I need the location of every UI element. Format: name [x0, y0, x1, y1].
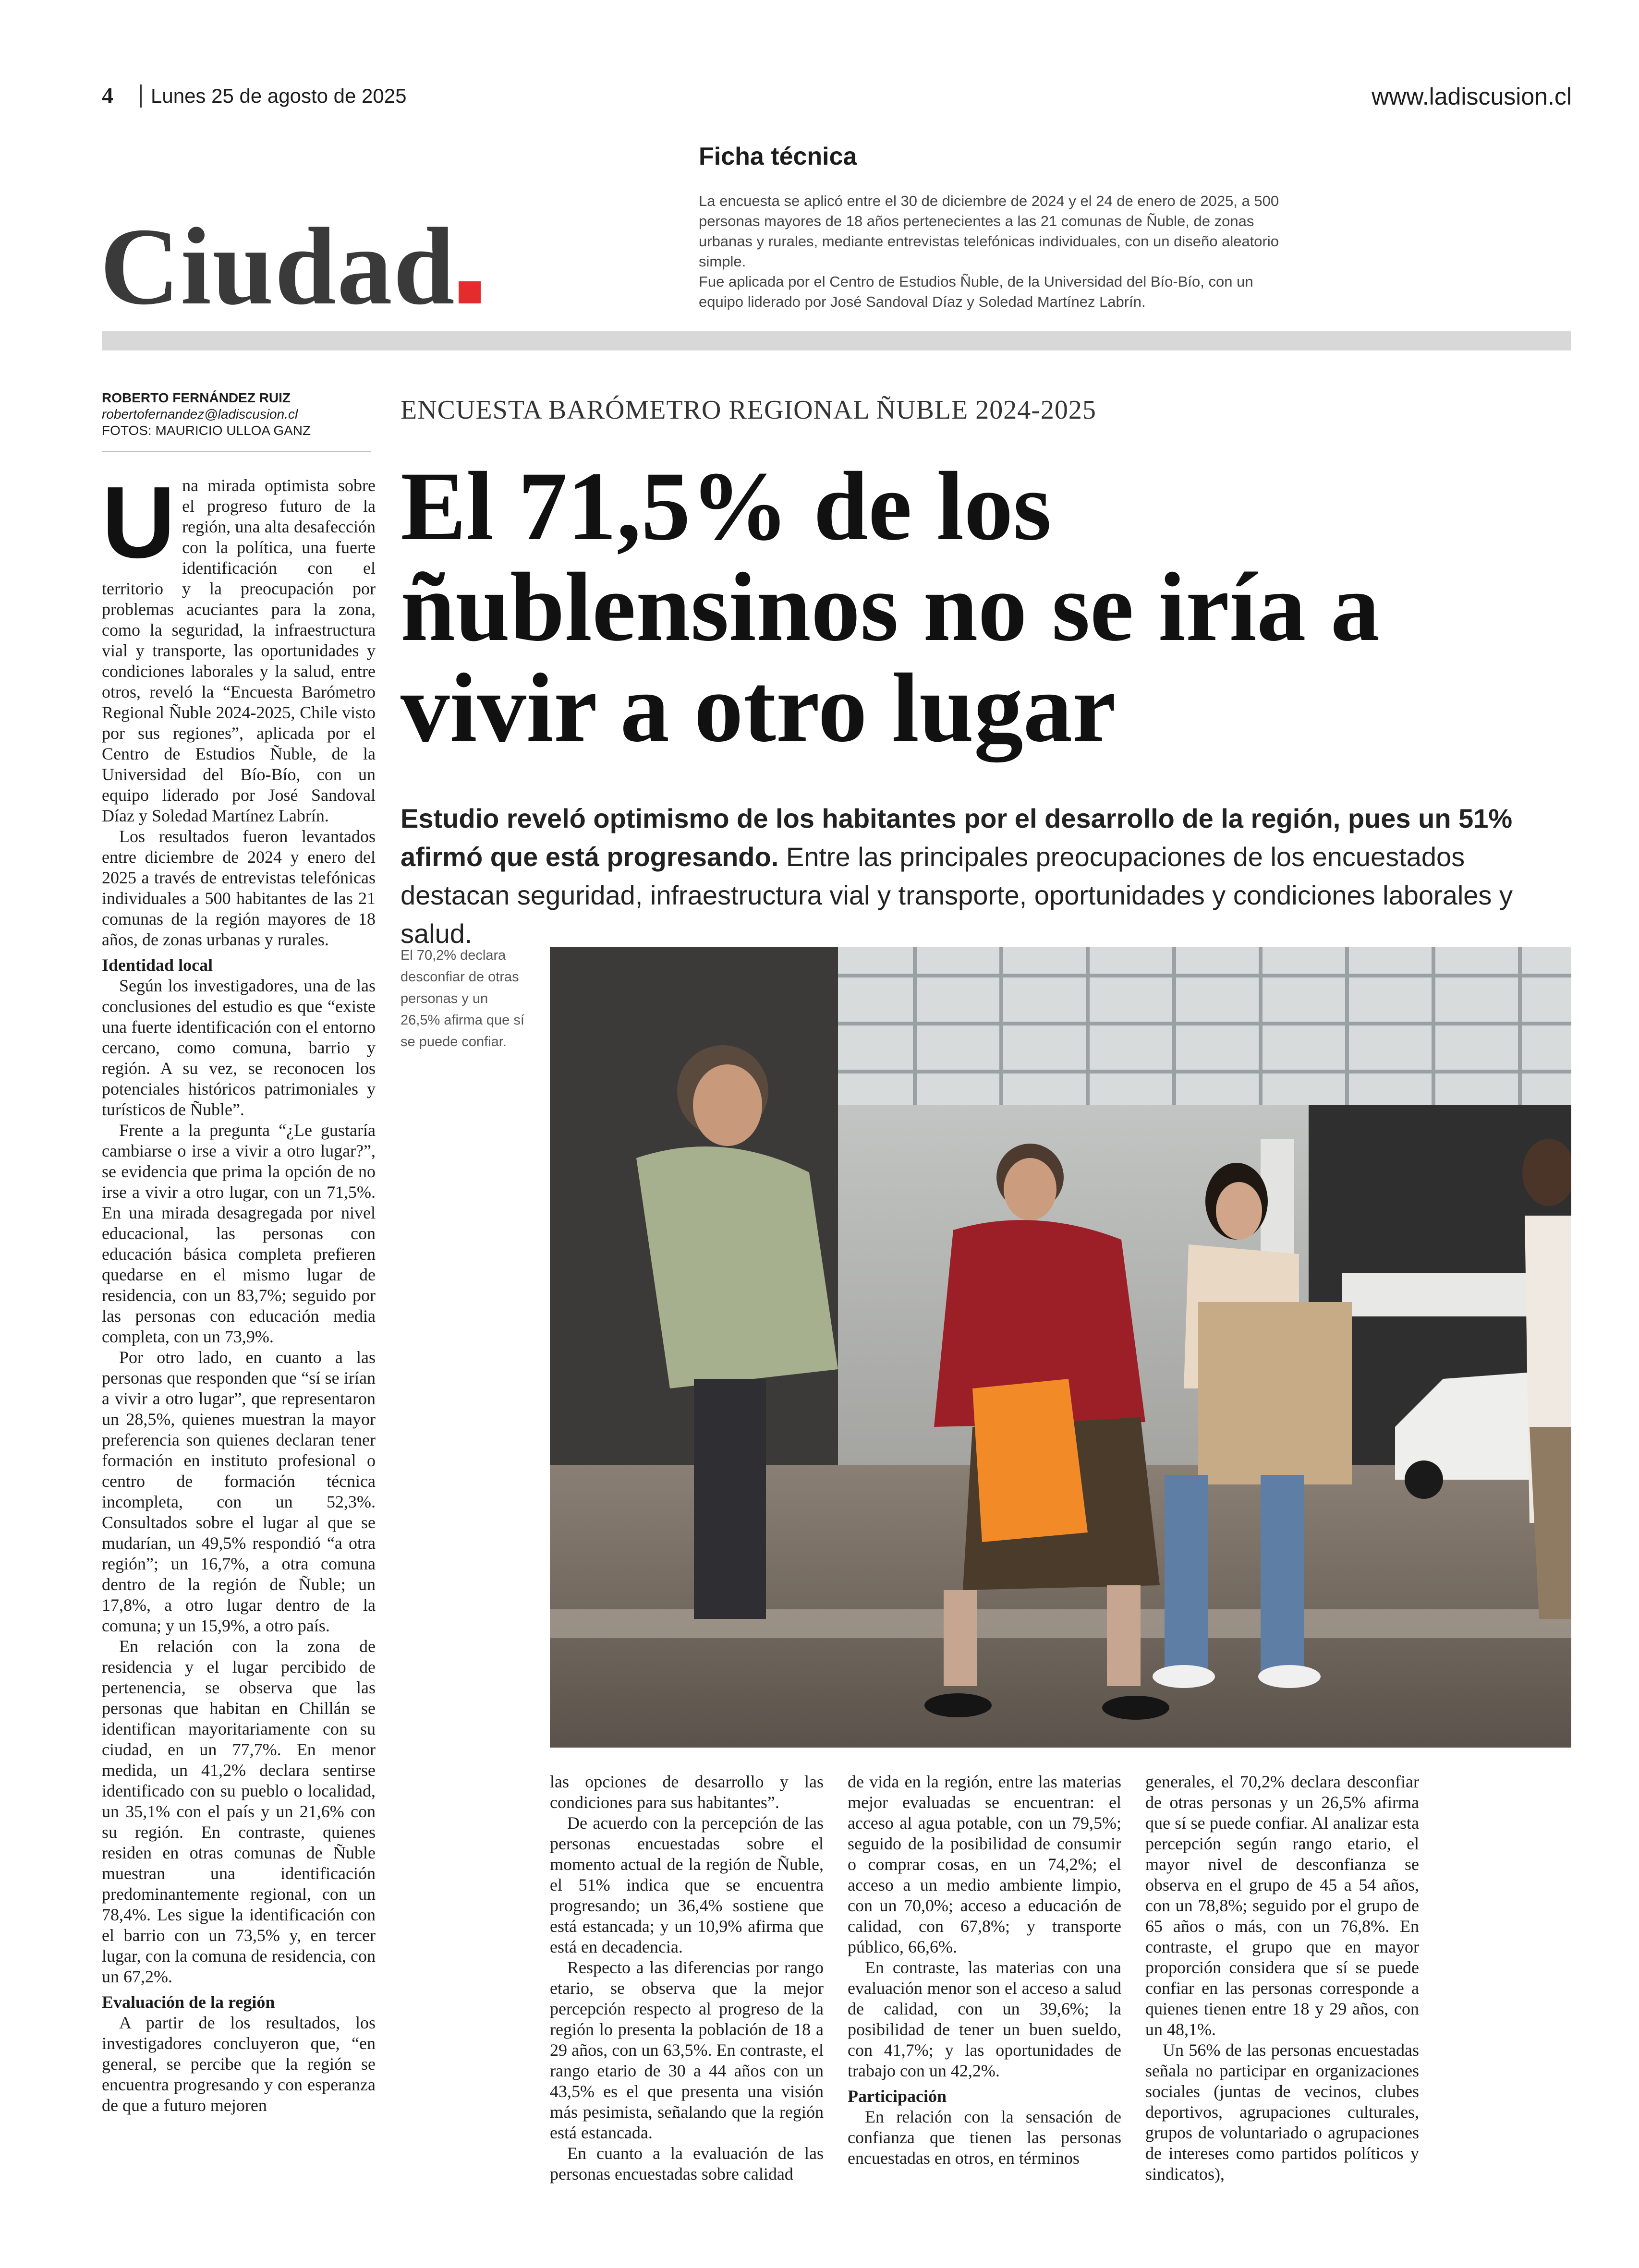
body-paragraph: de vida en la región, entre las materias mejor evaluadas se encuentran: el acceso al agua potable, con un 79,5%; seguido de la posibilidad de consumir o comprar cosas, en un 74,2%; el acceso a un medio ambiente limpio, con un 70,0%; acceso a educación de calidad, con 67,8%; y transporte público, 66,6%.: [848, 1772, 1121, 1956]
dropcap: U: [102, 465, 176, 579]
byline-photos: FOTOS: MAURICIO ULLOA GANZ: [102, 423, 311, 438]
body-paragraph: Los resultados fueron levantados entre diciembre de 2024 y enero del 2025 a través de entrevistas telefónicas individuales a 500 habitantes de las 21 comunas de la región mayores de 18 años, de zonas urbanas y rurales.: [102, 827, 376, 949]
subhead-identidad: Identidad local: [102, 955, 213, 975]
article-column-3: [848, 1772, 1121, 2169]
byline-author: ROBERTO FERNÁNDEZ RUIZ: [102, 390, 291, 405]
body-paragraph: Por otro lado, en cuanto a las personas que responden que “sí se irían a vivir a otro lugar”, que representaron un 28,5%, quienes muestran la mayor preferencia son quienes declaran tener formación en instituto profesional o centro de formación técnica incompleta, con un 52,3%. Consultados sobre el lugar al que se mudarían, un 49,5% respondió “a otra región”; un 16,7%, a otra comuna dentro de la región de Ñuble; un 17,8%, a otro lugar dentro de la comuna; y un 15,9%, a otro país.: [102, 1348, 376, 1635]
section-divider: [102, 331, 1571, 350]
body-paragraph: Según los investigadores, una de las conclusiones del estudio es que “existe una fuerte identificación con el entorno cercano, como comuna, barrio y región. A su vez, se reconocen los potenciales históricos patrimoniales y turísticos de Ñuble”.: [102, 976, 376, 1119]
headline: El 71,5% de los ñublensinos no se iría a vivir a otro lugar: [401, 452, 1380, 762]
body-paragraph: En cuanto a la evaluación de las personas encuestadas sobre calidad: [550, 2144, 824, 2184]
ficha-title: Ficha técnica: [699, 143, 857, 170]
website-url[interactable]: www.ladiscusion.cl: [1372, 83, 1572, 110]
dek: [401, 799, 1572, 953]
body-paragraph: En relación con la sensación de confianza que tienen las personas encuestadas en otros, en términos: [848, 2107, 1121, 2168]
body-paragraph: En contraste, las materias con una evaluación menor son el acceso a salud de calidad, con un 39,6%; la posibilidad de tener un buen sueldo, con 41,7%; y las oportunidades de trabajo con un 42,2%.: [848, 1958, 1121, 2080]
body-paragraph: generales, el 70,2% declara desconfiar de otras personas y un 26,5% afirma que sí se puede confiar. Al analizar esta percepción según rango etario, el mayor nivel de desconfianza se observa en el grupo de 45 a 54 años, con un 78,8%; seguido por el grupo de 65 años o más, con un 76,8%. En contraste, el grupo que en mayor proporción considera que sí se puede confiar en las personas corresponde a quienes tienen entre 18 y 29 años, con un 48,1%.: [1145, 1772, 1419, 2039]
body-paragraph: las opciones de desarrollo y las condiciones para sus habitantes”.: [550, 1772, 824, 1812]
subhead-participacion: Participación: [848, 2087, 947, 2106]
section-dot-icon: [459, 281, 481, 303]
body-paragraph: Respecto a las diferencias por rango etario, se observa que la mejor percepción respecto al progreso de la región lo presenta la población de 18 a 29 años, con un 63,5%. En contraste, el rango etario de 30 a 44 años con un 43,5% es el que presenta una visión más pesimista, señalando que la región está estancada.: [550, 1958, 824, 2142]
kicker: ENCUESTA BARÓMETRO REGIONAL ÑUBLE 2024-2025: [401, 395, 1096, 425]
article-column-1: [102, 465, 376, 2116]
byline-divider: [102, 451, 371, 452]
body-paragraph: Frente a la pregunta “¿Le gustaría cambiarse o irse a vivir a otro lugar?”, se evidencia que prima la opción de no irse a vivir a otro lugar, con un 71,5%. En una mirada desagregada por nivel educacional, las personas con educación básica completa prefieren quedarse en el mismo lugar de residencia, con un 83,7%; seguido por las personas con educación media completa, con un 73,9%.: [102, 1121, 376, 1346]
body-paragraph: En relación con la zona de residencia y el lugar percibido de pertenencia, se observa que las personas que habitan en Chillán se identifican mayoritariamente con su ciudad, en un 77,7%. En menor medida, un 41,2% declara sentirse identificado con su pueblo o localidad, un 35,1% con el país y un 21,6% con su región. En contraste, quienes residen en otras comunas de Ñuble muestran una identificación predominantemente regional, con un 78,4%. Les sigue la identificación con el barrio con un 73,5% y, en tercer lugar, con la comuna de residencia, con un 67,2%.: [102, 1637, 376, 1986]
body-paragraph: De acuerdo con la percepción de las personas encuestadas sobre el momento actual de la región de Ñuble, el 51% indica que se encuentra progresando; un 36,4% sostiene que está estancada; y un 10,9% afirma que está en decadencia.: [550, 1813, 824, 1956]
body-paragraph: Un 56% de las personas encuestadas señala no participar en organizaciones sociales (juntas de vecinos, clubes deportivos, agrupaciones culturales, grupos de voluntariado o agrupaciones de intereses como partidos políticos y sindicatos),: [1145, 2040, 1419, 2184]
page-number: 4: [102, 83, 113, 109]
photo-side-caption: El 70,2% declara desconfiar de otras personas y un 26,5% afirma que sí se puede confiar.: [401, 948, 524, 1050]
byline-email[interactable]: robertofernandez@ladiscusion.cl: [102, 407, 298, 422]
article-column-4: [1145, 1772, 1419, 2184]
body-paragraph: A partir de los resultados, los investigadores concluyeron que, “en general, se percibe que la región se encuentra progresando y con esperanza de que a futuro mejoren: [102, 2013, 376, 2115]
street-crosswalk-photo: [550, 947, 1571, 1748]
dek-bold: Estudio reveló optimismo de los habitantes por el desarrollo de la región, pues un 51% afirmó que está progresando.: [401, 803, 1513, 872]
article-column-2: [550, 1772, 824, 2184]
byline: [102, 390, 371, 439]
body-paragraph: na mirada optimista sobre el progreso futuro de la región, una alta desafección con la política, una fuerte identificación con el territorio y la preocupación por problemas acuciantes para la zona, como la seguridad, la infraestructura vial y transporte, las oportunidades y condiciones laborales y la salud, entre otros, reveló la “Encuesta Barómetro Regional Ñuble 2024-2025, Chile visto por sus regiones”, aplicada por el Centro de Estudios Ñuble, de la Universidad del Bío-Bío, con un equipo liderado por José Sandoval Díaz y Soledad Martínez Labrín.: [102, 476, 376, 825]
section-title: [100, 205, 481, 327]
section-name: Ciudad: [100, 205, 456, 327]
dek-regular: Entre las principales preocupaciones de los encuestados destacan seguridad, infraestructura vial y transporte, oportunidades y condiciones laborales y salud.: [401, 842, 1513, 949]
ficha-paragraph: Fue aplicada por el Centro de Estudios Ñuble, de la Universidad del Bío-Bío, con un equipo liderado por José Sandoval Díaz y Soledad Martínez Labrín.: [699, 273, 1253, 310]
subhead-evaluacion: Evaluación de la región: [102, 1992, 275, 2012]
photo-illustration: [550, 947, 1571, 1748]
issue-date: Lunes 25 de agosto de 2025: [151, 84, 407, 107]
ficha-body: [699, 191, 1280, 312]
header-separator: [140, 84, 142, 108]
ficha-paragraph: La encuesta se aplicó entre el 30 de diciembre de 2024 y el 24 de enero de 2025, a 500 personas mayores de 18 años pertenecientes a las 21 comunas de Ñuble, de zonas urbanas y rurales, mediante entrevistas telefónicas individuales, con un diseño aleatorio simple.: [699, 193, 1279, 270]
